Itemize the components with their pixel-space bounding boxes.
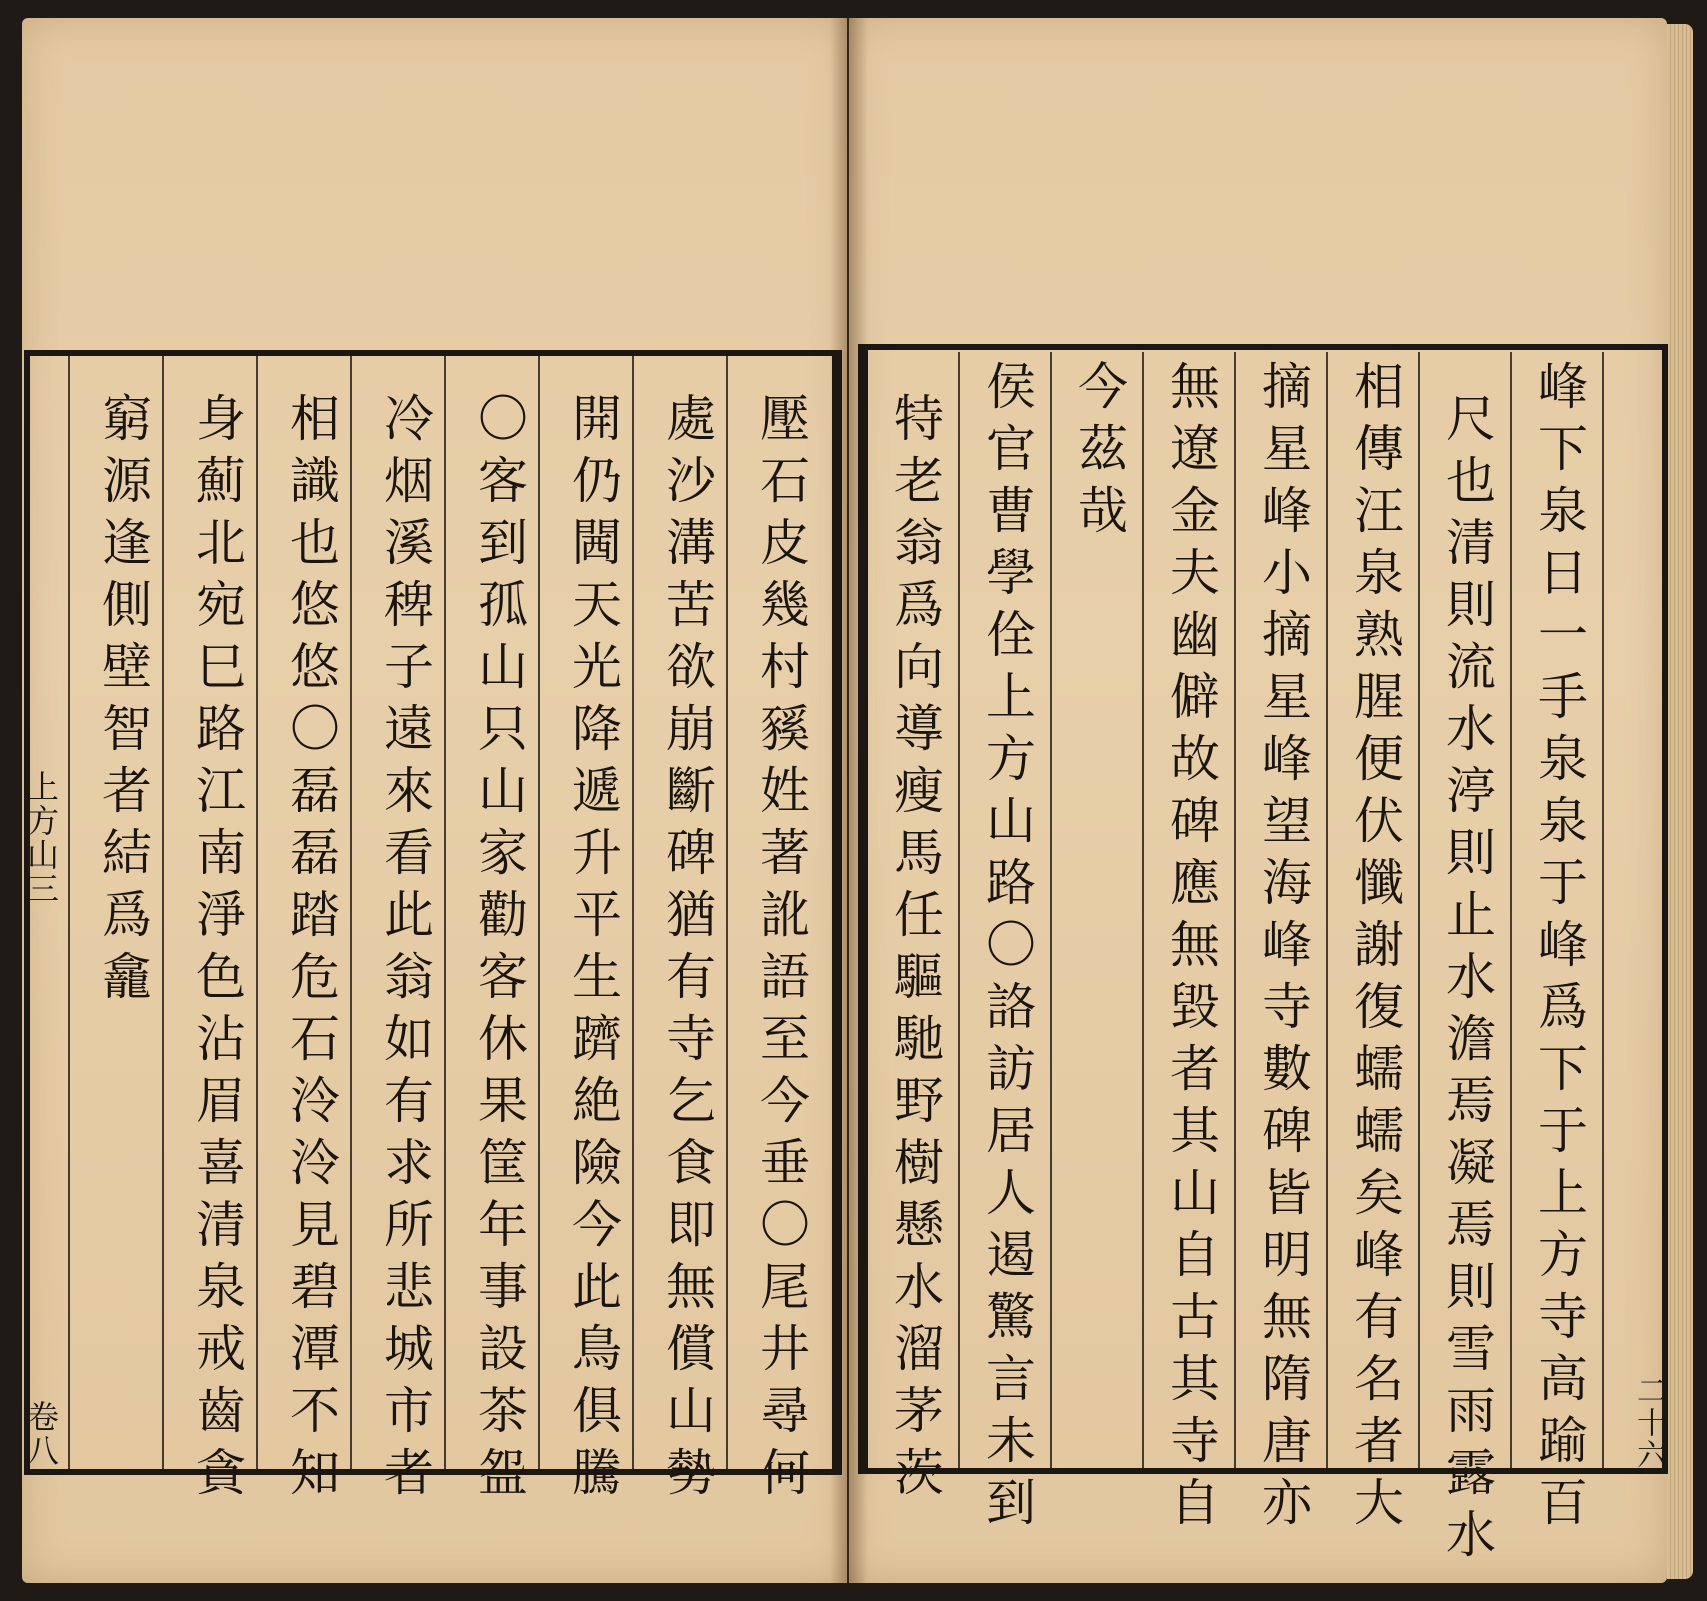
text-column bbox=[734, 392, 828, 1508]
column-text: 壓石皮幾村豯姓著訛語至今垂〇尾井尋何 bbox=[752, 392, 810, 1508]
column-text: 無遼金夫幽僻故碑應無毀者其山自古其寺自 bbox=[1162, 360, 1220, 1538]
text-column bbox=[1328, 360, 1422, 1538]
text-column bbox=[1144, 360, 1238, 1538]
column-text: 摘星峰小摘星峰望海峰寺數碑皆明無隋唐亦 bbox=[1254, 360, 1312, 1538]
text-column bbox=[868, 392, 962, 1508]
text-column bbox=[170, 392, 264, 1508]
text-column bbox=[640, 392, 734, 1508]
text-column bbox=[264, 392, 358, 1508]
column-text: 今茲哉 bbox=[1070, 360, 1128, 546]
column-text: 相傳汪泉熟腥便伏懺謝復蠕蠕矣峰有名者大 bbox=[1346, 360, 1404, 1538]
column-text: 窮源逢側壁智者結爲龕 bbox=[94, 392, 152, 1012]
folio-number: 二十六 bbox=[1631, 1375, 1666, 1471]
page-edges bbox=[1667, 24, 1693, 1579]
column-text: 特老翁爲向導瘦馬任驅馳野樹懸水溜茅茨 bbox=[886, 392, 944, 1508]
center-title: 上方山三 bbox=[22, 770, 60, 906]
column-text: 峰下泉日一手泉泉于峰爲下于上方寺高踰百 bbox=[1530, 360, 1588, 1538]
column-text: 開仍閪天光降遞升平生躋絶險今此鳥俱騰 bbox=[564, 392, 622, 1508]
column-text: 處沙溝苦欲崩斷碑猶有寺乞食即無償山勢 bbox=[658, 392, 716, 1508]
text-column bbox=[452, 392, 546, 1508]
text-column bbox=[76, 392, 170, 1012]
column-rule bbox=[68, 356, 70, 1469]
text-column bbox=[1420, 392, 1514, 1570]
center-volume: 卷八 bbox=[22, 1400, 60, 1468]
column-text: 冷烟溪稗子遠來看此翁如有求所悲城市者 bbox=[376, 392, 434, 1508]
text-column bbox=[1236, 360, 1330, 1538]
text-column bbox=[960, 360, 1054, 1538]
text-column bbox=[1512, 360, 1606, 1538]
column-text: 侯官曹學佺上方山路〇詻訪居人遏驚言未到 bbox=[978, 360, 1036, 1538]
text-column bbox=[546, 392, 640, 1508]
column-text: 相識也悠悠〇磊磊踏危石泠泠見碧潭不知 bbox=[282, 392, 340, 1508]
column-text: 〇客到孤山只山家勸客休果筐年事設茶盌 bbox=[470, 392, 528, 1508]
column-text: 身薊北宛巳路江南淨色沾眉喜清泉戒齒貪 bbox=[188, 392, 246, 1508]
text-column bbox=[1052, 360, 1146, 546]
text-column bbox=[358, 392, 452, 1508]
column-text: 尺也清則流水渟則止水澹焉凝焉則雪雨露水 bbox=[1438, 392, 1496, 1570]
